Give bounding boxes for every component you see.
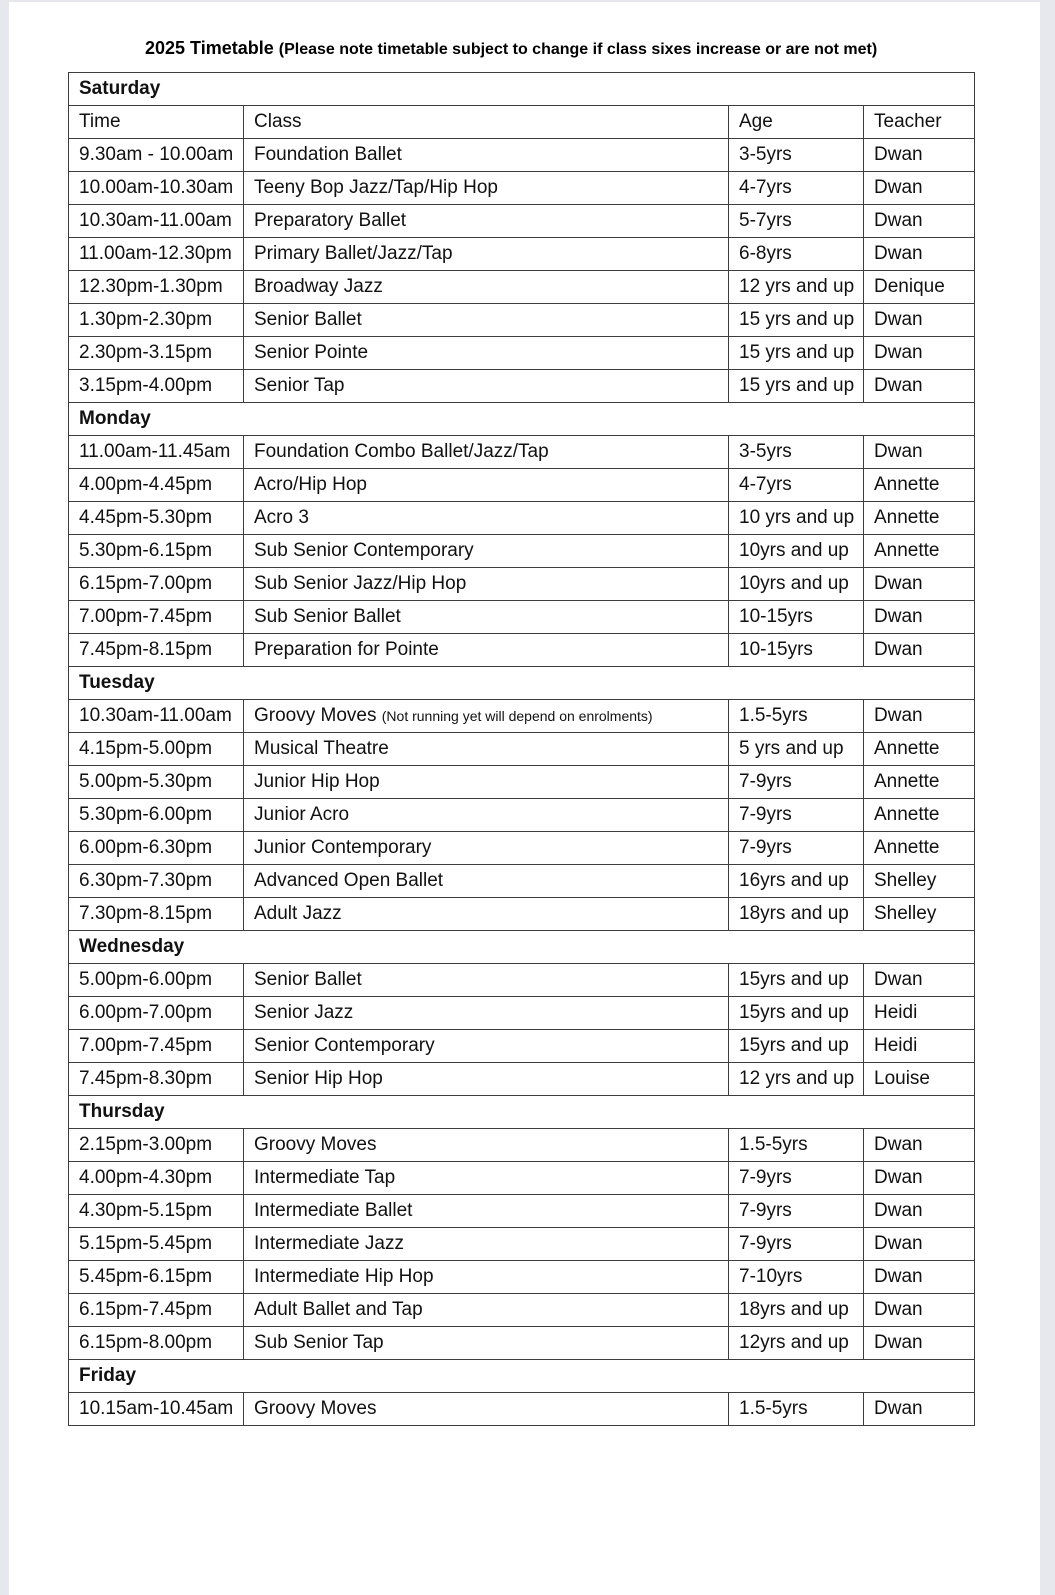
cell-time: 6.00pm-7.00pm [69, 997, 244, 1030]
cell-teacher: Dwan [864, 1327, 975, 1360]
cell-class: Senior Hip Hop [244, 1063, 729, 1096]
cell-time: 7.30pm-8.15pm [69, 898, 244, 931]
cell-teacher: Dwan [864, 238, 975, 271]
cell-age: 1.5-5yrs [729, 1393, 864, 1426]
table-row [69, 337, 975, 370]
cell-teacher: Dwan [864, 601, 975, 634]
column-header-age: Age [729, 106, 864, 139]
column-header-time: Time [69, 106, 244, 139]
table-row [69, 568, 975, 601]
cell-time: 5.00pm-5.30pm [69, 766, 244, 799]
table-row [69, 469, 975, 502]
cell-time: 11.00am-11.45am [69, 436, 244, 469]
cell-class: Acro/Hip Hop [244, 469, 729, 502]
table-row [69, 832, 975, 865]
cell-age: 6-8yrs [729, 238, 864, 271]
cell-class: Adult Ballet and Tap [244, 1294, 729, 1327]
cell-age: 10-15yrs [729, 601, 864, 634]
table-row [69, 1195, 975, 1228]
cell-time: 7.00pm-7.45pm [69, 601, 244, 634]
cell-teacher: Annette [864, 799, 975, 832]
timetable [68, 72, 975, 1426]
day-name: Monday [69, 403, 975, 436]
cell-time: 4.00pm-4.45pm [69, 469, 244, 502]
cell-teacher: Dwan [864, 1129, 975, 1162]
cell-time: 3.15pm-4.00pm [69, 370, 244, 403]
day-name: Saturday [69, 73, 975, 106]
cell-class: Preparatory Ballet [244, 205, 729, 238]
cell-age: 16yrs and up [729, 865, 864, 898]
table-row [69, 700, 975, 733]
cell-age: 15 yrs and up [729, 370, 864, 403]
column-header-class: Class [244, 106, 729, 139]
table-row [69, 502, 975, 535]
cell-time: 1.30pm-2.30pm [69, 304, 244, 337]
cell-age: 10yrs and up [729, 568, 864, 601]
table-row [69, 1129, 975, 1162]
cell-time: 10.30am-11.00am [69, 205, 244, 238]
table-row [69, 271, 975, 304]
cell-age: 10-15yrs [729, 634, 864, 667]
cell-age: 15yrs and up [729, 997, 864, 1030]
cell-age: 12 yrs and up [729, 1063, 864, 1096]
cell-time: 6.00pm-6.30pm [69, 832, 244, 865]
cell-class: Senior Contemporary [244, 1030, 729, 1063]
cell-time: 4.30pm-5.15pm [69, 1195, 244, 1228]
cell-teacher: Dwan [864, 172, 975, 205]
cell-class: Junior Hip Hop [244, 766, 729, 799]
cell-time: 12.30pm-1.30pm [69, 271, 244, 304]
cell-teacher: Louise [864, 1063, 975, 1096]
cell-class: Intermediate Hip Hop [244, 1261, 729, 1294]
cell-class: Intermediate Tap [244, 1162, 729, 1195]
cell-teacher: Annette [864, 535, 975, 568]
day-header-row [69, 1096, 975, 1129]
cell-teacher: Heidi [864, 997, 975, 1030]
cell-teacher: Shelley [864, 865, 975, 898]
cell-age: 15 yrs and up [729, 304, 864, 337]
cell-age: 1.5-5yrs [729, 1129, 864, 1162]
enrolment-note: (Not running yet will depend on enrolments) [381, 708, 653, 724]
cell-class: Broadway Jazz [244, 271, 729, 304]
cell-class: Senior Ballet [244, 964, 729, 997]
table-row [69, 172, 975, 205]
day-name: Wednesday [69, 931, 975, 964]
table-row [69, 766, 975, 799]
cell-time: 4.45pm-5.30pm [69, 502, 244, 535]
day-header-row [69, 1360, 975, 1393]
table-row [69, 1294, 975, 1327]
cell-age: 7-9yrs [729, 832, 864, 865]
cell-teacher: Annette [864, 766, 975, 799]
cell-time: 2.30pm-3.15pm [69, 337, 244, 370]
cell-class: Musical Theatre [244, 733, 729, 766]
day-header-row [69, 403, 975, 436]
cell-teacher: Annette [864, 469, 975, 502]
cell-time: 6.15pm-8.00pm [69, 1327, 244, 1360]
table-row [69, 370, 975, 403]
cell-time: 7.00pm-7.45pm [69, 1030, 244, 1063]
column-header-row [69, 106, 975, 139]
cell-time: 6.30pm-7.30pm [69, 865, 244, 898]
cell-class: Senior Ballet [244, 304, 729, 337]
table-row [69, 634, 975, 667]
table-row [69, 997, 975, 1030]
table-row [69, 964, 975, 997]
table-row [69, 436, 975, 469]
cell-teacher: Dwan [864, 700, 975, 733]
cell-teacher: Annette [864, 832, 975, 865]
cell-teacher: Dwan [864, 964, 975, 997]
day-header-row [69, 73, 975, 106]
cell-teacher: Dwan [864, 568, 975, 601]
cell-age: 18yrs and up [729, 1294, 864, 1327]
cell-class [244, 700, 729, 733]
title-note: (Please note timetable subject to change if class sixes increase or are not met) [278, 41, 878, 58]
table-row [69, 898, 975, 931]
cell-time: 4.15pm-5.00pm [69, 733, 244, 766]
cell-time: 7.45pm-8.30pm [69, 1063, 244, 1096]
table-row [69, 799, 975, 832]
cell-age: 7-9yrs [729, 766, 864, 799]
cell-class: Groovy Moves [244, 1393, 729, 1426]
cell-age: 4-7yrs [729, 172, 864, 205]
cell-time: 10.30am-11.00am [69, 700, 244, 733]
cell-class: Senior Pointe [244, 337, 729, 370]
cell-age: 5-7yrs [729, 205, 864, 238]
cell-age: 4-7yrs [729, 469, 864, 502]
table-row [69, 139, 975, 172]
table-row [69, 535, 975, 568]
cell-time: 11.00am-12.30pm [69, 238, 244, 271]
cell-age: 7-9yrs [729, 1162, 864, 1195]
cell-class: Foundation Ballet [244, 139, 729, 172]
table-row [69, 1393, 975, 1426]
column-header-teacher: Teacher [864, 106, 975, 139]
cell-time: 5.30pm-6.00pm [69, 799, 244, 832]
cell-age: 3-5yrs [729, 436, 864, 469]
table-row [69, 733, 975, 766]
cell-time: 5.00pm-6.00pm [69, 964, 244, 997]
cell-class: Preparation for Pointe [244, 634, 729, 667]
cell-age: 5 yrs and up [729, 733, 864, 766]
cell-age: 12yrs and up [729, 1327, 864, 1360]
cell-class: Sub Senior Jazz/Hip Hop [244, 568, 729, 601]
day-header-row [69, 931, 975, 964]
table-row [69, 304, 975, 337]
cell-class: Intermediate Ballet [244, 1195, 729, 1228]
cell-teacher: Denique [864, 271, 975, 304]
page-title [145, 38, 1025, 59]
day-name: Tuesday [69, 667, 975, 700]
table-row [69, 1030, 975, 1063]
cell-teacher: Dwan [864, 436, 975, 469]
cell-teacher: Dwan [864, 1162, 975, 1195]
cell-teacher: Dwan [864, 304, 975, 337]
cell-class: Junior Acro [244, 799, 729, 832]
cell-time: 10.15am-10.45am [69, 1393, 244, 1426]
cell-time: 6.15pm-7.45pm [69, 1294, 244, 1327]
cell-age: 1.5-5yrs [729, 700, 864, 733]
day-name: Thursday [69, 1096, 975, 1129]
table-row [69, 238, 975, 271]
cell-class: Advanced Open Ballet [244, 865, 729, 898]
cell-class: Sub Senior Contemporary [244, 535, 729, 568]
cell-teacher: Dwan [864, 1261, 975, 1294]
day-name: Friday [69, 1360, 975, 1393]
cell-age: 7-9yrs [729, 799, 864, 832]
cell-age: 7-10yrs [729, 1261, 864, 1294]
cell-time: 5.45pm-6.15pm [69, 1261, 244, 1294]
cell-teacher: Dwan [864, 370, 975, 403]
cell-teacher: Dwan [864, 139, 975, 172]
cell-age: 10yrs and up [729, 535, 864, 568]
cell-teacher: Dwan [864, 337, 975, 370]
cell-time: 2.15pm-3.00pm [69, 1129, 244, 1162]
cell-age: 10 yrs and up [729, 502, 864, 535]
table-row [69, 1063, 975, 1096]
cell-teacher: Shelley [864, 898, 975, 931]
cell-class: Foundation Combo Ballet/Jazz/Tap [244, 436, 729, 469]
cell-teacher: Dwan [864, 634, 975, 667]
cell-class: Acro 3 [244, 502, 729, 535]
cell-class: Junior Contemporary [244, 832, 729, 865]
cell-teacher: Heidi [864, 1030, 975, 1063]
cell-class: Senior Jazz [244, 997, 729, 1030]
table-row [69, 1162, 975, 1195]
cell-class: Groovy Moves [244, 1129, 729, 1162]
cell-age: 15yrs and up [729, 1030, 864, 1063]
cell-age: 15 yrs and up [729, 337, 864, 370]
cell-teacher: Dwan [864, 1228, 975, 1261]
cell-class: Sub Senior Tap [244, 1327, 729, 1360]
class-name: Groovy Moves [254, 705, 377, 726]
cell-age: 7-9yrs [729, 1195, 864, 1228]
cell-age: 3-5yrs [729, 139, 864, 172]
table-row [69, 601, 975, 634]
cell-teacher: Dwan [864, 205, 975, 238]
cell-time: 6.15pm-7.00pm [69, 568, 244, 601]
cell-teacher: Annette [864, 502, 975, 535]
table-row [69, 1327, 975, 1360]
table-row [69, 1228, 975, 1261]
cell-age: 15yrs and up [729, 964, 864, 997]
title-main: 2025 Timetable [145, 38, 274, 58]
cell-class: Intermediate Jazz [244, 1228, 729, 1261]
cell-time: 5.15pm-5.45pm [69, 1228, 244, 1261]
table-row [69, 865, 975, 898]
cell-class: Sub Senior Ballet [244, 601, 729, 634]
cell-class: Teeny Bop Jazz/Tap/Hip Hop [244, 172, 729, 205]
cell-class: Senior Tap [244, 370, 729, 403]
cell-teacher: Dwan [864, 1393, 975, 1426]
cell-teacher: Dwan [864, 1294, 975, 1327]
cell-time: 7.45pm-8.15pm [69, 634, 244, 667]
cell-teacher: Dwan [864, 1195, 975, 1228]
day-header-row [69, 667, 975, 700]
cell-time: 9.30am - 10.00am [69, 139, 244, 172]
cell-class: Primary Ballet/Jazz/Tap [244, 238, 729, 271]
cell-class: Adult Jazz [244, 898, 729, 931]
cell-age: 18yrs and up [729, 898, 864, 931]
cell-teacher: Annette [864, 733, 975, 766]
table-row [69, 1261, 975, 1294]
cell-age: 7-9yrs [729, 1228, 864, 1261]
cell-time: 10.00am-10.30am [69, 172, 244, 205]
table-row [69, 205, 975, 238]
cell-age: 12 yrs and up [729, 271, 864, 304]
cell-time: 5.30pm-6.15pm [69, 535, 244, 568]
cell-time: 4.00pm-4.30pm [69, 1162, 244, 1195]
